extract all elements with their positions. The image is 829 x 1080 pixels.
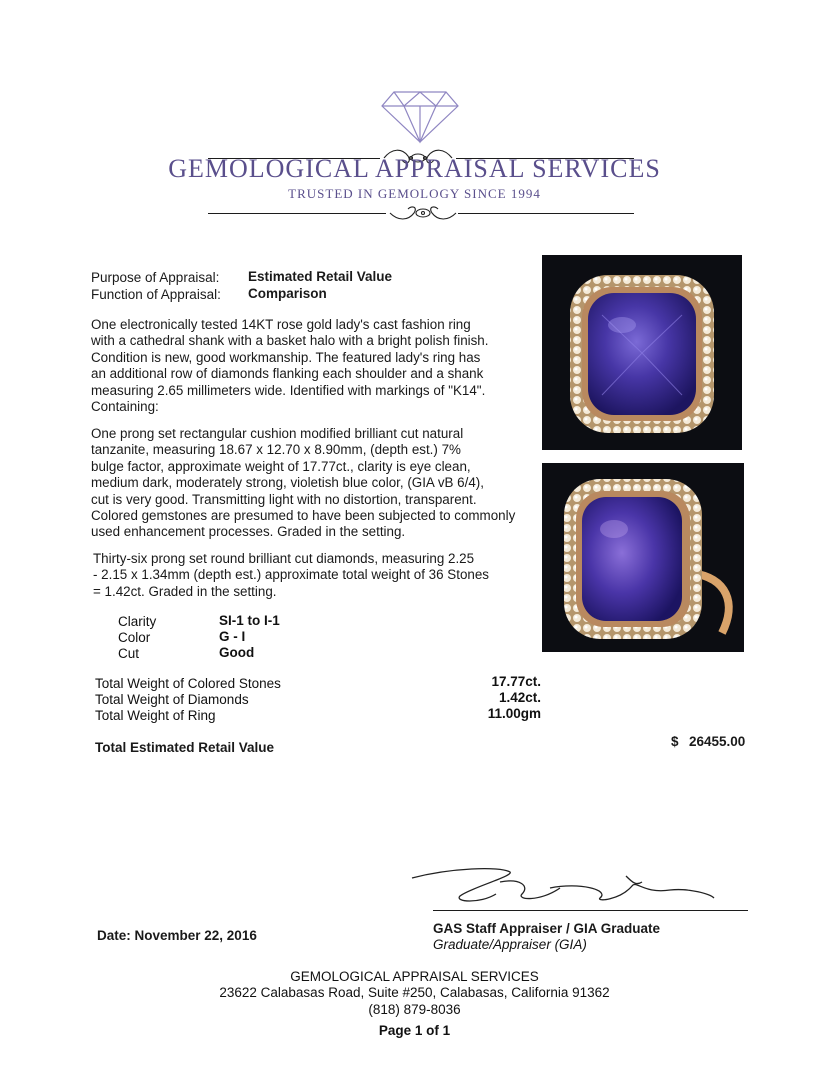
tanzanite-description: One prong set rectangular cushion modified brilliant cut natural tanzanite, measuring 18.67 x 12.70 x 8.90mm, (depth est.) 7% bulge factor, approximate weight of 17.77ct., clarity is eye clean, medium dark, moderately strong, violetish blue color, (GIA vB 6/4), cut is very good. Transmitting light with no distortion, transparent. Colored gemstones are presumed to have been subjected to commonly used enhancement processes. Graded in the setting. xyxy=(91,426,516,540)
ring-photo-front xyxy=(542,255,742,450)
page-number: Page 1 of 1 xyxy=(378,1023,451,1038)
clarity-label: Clarity xyxy=(118,614,157,629)
purpose-label: Purpose of Appraisal: xyxy=(91,270,220,285)
appraiser-subtitle: Graduate/Appraiser (GIA) xyxy=(433,937,587,952)
diamond-outline-icon xyxy=(380,88,460,144)
total-colored-label: Total Weight of Colored Stones xyxy=(95,676,281,691)
color-value: G - I xyxy=(219,629,246,644)
ring-description: One electronically tested 14KT rose gold lady's cast fashion ring with a cathedral shank with a basket halo with a bright polish finish. Condition is new, good workmanship. The featured lady's ring has an additional row of diamonds flanking each shoulder and a shank measuring 2.65 millimeters wide. Identified with markings of "K14". Containing: xyxy=(91,317,489,415)
clarity-value: SI-1 to I-1 xyxy=(219,613,280,628)
total-ring-label: Total Weight of Ring xyxy=(95,708,216,723)
currency-symbol: $ xyxy=(671,734,679,749)
header-rule-bottom-right xyxy=(458,213,634,214)
cut-value: Good xyxy=(219,645,255,660)
scroll-ornament-bottom xyxy=(388,203,458,223)
appraiser-signature xyxy=(410,860,740,920)
color-label: Color xyxy=(118,630,151,645)
function-value: Comparison xyxy=(248,286,327,301)
appraiser-title: GAS Staff Appraiser / GIA Graduate xyxy=(433,921,661,936)
diamonds-description: Thirty-six prong set round brilliant cut diamonds, measuring 2.25 - 2.15 x 1.34mm (depth est.) approximate total weight of 36 Stones = 1.42ct. Graded in the setting. xyxy=(93,551,489,599)
retail-value-label: Total Estimated Retail Value xyxy=(95,740,275,755)
appraisal-date: Date: November 22, 2016 xyxy=(97,928,257,943)
total-ring-value: 11.00gm xyxy=(487,706,541,721)
footer-phone: (818) 879-8036 xyxy=(368,1002,461,1017)
total-diamonds-label: Total Weight of Diamonds xyxy=(95,692,249,707)
cut-label: Cut xyxy=(118,646,140,661)
purpose-value: Estimated Retail Value xyxy=(248,269,393,284)
company-tagline: TRUSTED IN GEMOLOGY SINCE 1994 xyxy=(288,186,541,201)
function-label: Function of Appraisal: xyxy=(91,287,221,302)
signature-line xyxy=(433,910,748,911)
footer-company: GEMOLOGICAL APPRAISAL SERVICES xyxy=(290,969,539,984)
total-colored-value: 17.77ct. xyxy=(491,674,541,689)
total-diamonds-value: 1.42ct. xyxy=(498,690,541,705)
header-rule-bottom-left xyxy=(208,213,386,214)
company-name: GEMOLOGICAL APPRAISAL SERVICES xyxy=(168,154,661,183)
footer-address: 23622 Calabasas Road, Suite #250, Calabasas, California 91362 xyxy=(219,985,610,1000)
ring-photo-angle xyxy=(542,463,744,652)
retail-value-amount: 26455.00 xyxy=(689,734,746,749)
